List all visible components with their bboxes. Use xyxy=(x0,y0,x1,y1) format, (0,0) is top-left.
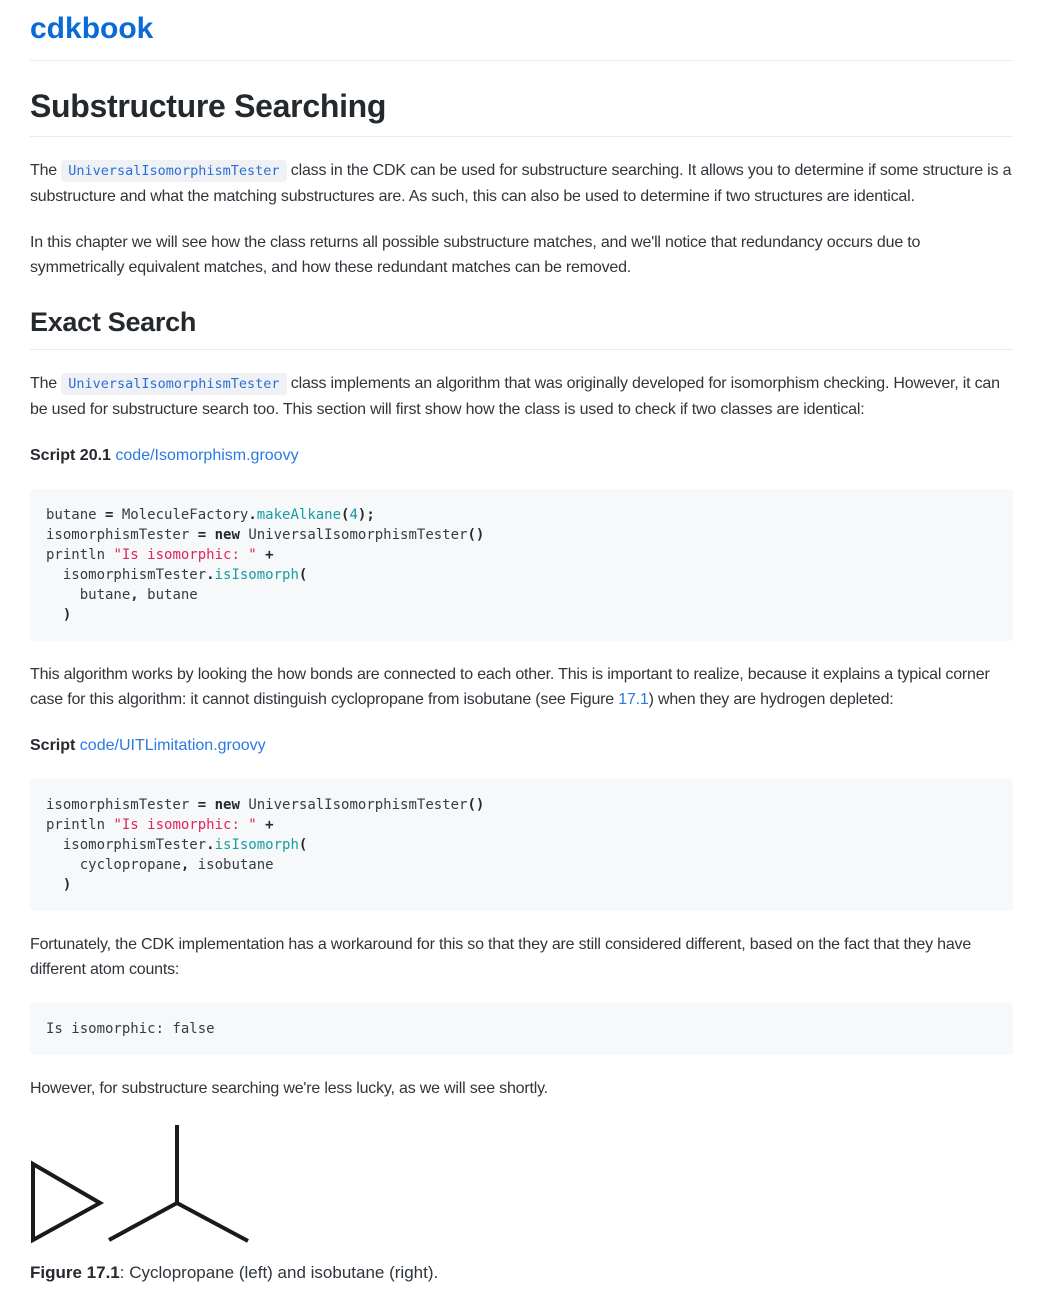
chapter-title: Substructure Searching xyxy=(30,88,387,124)
code-token: UniversalIsomorphismTester xyxy=(239,527,468,543)
code-token: isomorphismTester xyxy=(46,527,198,543)
script-reference-2 xyxy=(30,733,1013,758)
paragraph-text: This algorithm works by looking the how bonds are connected to each other. This is important to realize, because it explains a typical corner case for this algorithm: it cannot distinguish cyclopropane from isobutane (see Figure xyxy=(30,666,990,708)
paragraph-text: The xyxy=(30,375,62,392)
code-token: . xyxy=(248,507,257,523)
paragraph-text: ) when they are hydrogen depleted: xyxy=(648,691,894,708)
code-token: butane xyxy=(138,587,198,603)
code-token: () xyxy=(467,527,485,543)
molecule-drawing xyxy=(30,1122,260,1246)
code-token: ( xyxy=(341,507,350,523)
paragraph-intro-2: In this chapter we will see how the class returns all possible substructure matches, and we'll notice that redundancy occurs due to symmetrically equivalent matches, and how these redundant matches can be removed. xyxy=(30,234,921,276)
code-token: "Is isomorphic: " xyxy=(113,817,257,833)
code-token xyxy=(206,797,214,813)
figure-cyclopropane-isobutane xyxy=(30,1122,1013,1285)
code-token: isomorphismTester xyxy=(46,567,207,583)
divider xyxy=(30,136,1013,137)
code-token: ( xyxy=(298,837,308,853)
code-token: + xyxy=(265,817,274,833)
code-token: isomorphismTester xyxy=(46,837,207,853)
code-token: . xyxy=(206,837,215,853)
code-block-isomorphism xyxy=(30,489,1013,641)
code-token: , xyxy=(180,857,190,873)
paragraph-substructure-lucky: However, for substructure searching we're less lucky, as we will see shortly. xyxy=(30,1080,548,1097)
site-title-link[interactable]: cdkbook xyxy=(30,12,154,45)
isobutane-branches xyxy=(109,1203,248,1241)
code-token: 4 xyxy=(349,507,358,523)
paragraph-exact-2 xyxy=(30,662,1013,712)
code-token: () xyxy=(467,797,485,813)
code-token xyxy=(46,607,63,623)
code-token: ) xyxy=(62,607,72,623)
code-token: , xyxy=(130,587,139,603)
code-token: MoleculeFactory xyxy=(113,507,249,523)
inline-code-class-name: UniversalIsomorphismTester xyxy=(61,373,286,395)
code-token: isIsomorph xyxy=(214,567,299,583)
code-token: = xyxy=(197,527,207,543)
code-token: makeAlkane xyxy=(256,507,342,523)
code-token xyxy=(46,877,63,893)
output-block-is-isomorphic xyxy=(30,1003,1013,1055)
script-link-isomorphism-groovy[interactable]: code/Isomorphism.groovy xyxy=(115,447,299,464)
code-token: ); xyxy=(357,507,375,523)
code-token: println xyxy=(46,817,114,833)
script-link-uitlimitation-groovy[interactable]: code/UITLimitation.groovy xyxy=(79,737,266,754)
paragraph-intro-1 xyxy=(30,158,1013,209)
code-token: + xyxy=(265,547,274,563)
code-token: isobutane xyxy=(189,857,274,873)
code-token: Is isomorphic: false xyxy=(46,1021,215,1037)
code-token: . xyxy=(206,567,215,583)
script-reference-1 xyxy=(30,443,1013,468)
code-token: cyclopropane xyxy=(46,857,181,873)
figure-caption xyxy=(30,1261,1013,1285)
code-token: = xyxy=(197,797,207,813)
code-token: UniversalIsomorphismTester xyxy=(239,797,468,813)
code-token: println xyxy=(46,547,114,563)
figure-caption-text: : Cyclopropane (left) and isobutane (right). xyxy=(119,1263,439,1282)
code-token: new xyxy=(214,797,240,813)
code-token xyxy=(257,817,265,833)
paragraph-text: The xyxy=(30,162,62,179)
section-title-exact-search: Exact Search xyxy=(30,307,197,337)
code-token: butane xyxy=(46,587,131,603)
code-token: "Is isomorphic: " xyxy=(113,547,257,563)
code-token: new xyxy=(214,527,240,543)
inline-code-class-name: UniversalIsomorphismTester xyxy=(61,160,286,182)
code-block-uitlimitation xyxy=(30,779,1013,911)
cyclopropane-triangle xyxy=(33,1164,100,1240)
code-token: ) xyxy=(62,877,72,893)
code-token: isomorphismTester xyxy=(46,797,198,813)
code-token: = xyxy=(105,507,114,523)
code-token xyxy=(206,527,214,543)
script-label: Script 20.1 xyxy=(30,447,111,464)
code-token xyxy=(257,547,265,563)
paragraph-text: class implements an algorithm that was originally developed for isomorphism checking. However, it can be used for substructure search too. This section will first show how the class is used to check if two classes are identical: xyxy=(30,375,1000,418)
paragraph-text: class in the CDK can be used for substructure searching. It allows you to determine if some structure is a substructure and what the matching substructures are. As such, this can also be used to determine if two structures are identical. xyxy=(30,162,1012,205)
divider xyxy=(30,60,1013,61)
code-token: butane xyxy=(46,507,106,523)
paragraph-exact-1 xyxy=(30,371,1013,422)
code-token: ( xyxy=(298,567,308,583)
divider xyxy=(30,349,1013,350)
figure-ref-link[interactable]: 17.1 xyxy=(618,691,649,708)
code-token: isIsomorph xyxy=(214,837,299,853)
script-label: Script xyxy=(30,737,76,754)
paragraph-workaround: Fortunately, the CDK implementation has a workaround for this so that they are still considered different, based on the fact that they have different atom counts: xyxy=(30,936,972,978)
figure-caption-label: Figure 17.1 xyxy=(30,1263,120,1282)
